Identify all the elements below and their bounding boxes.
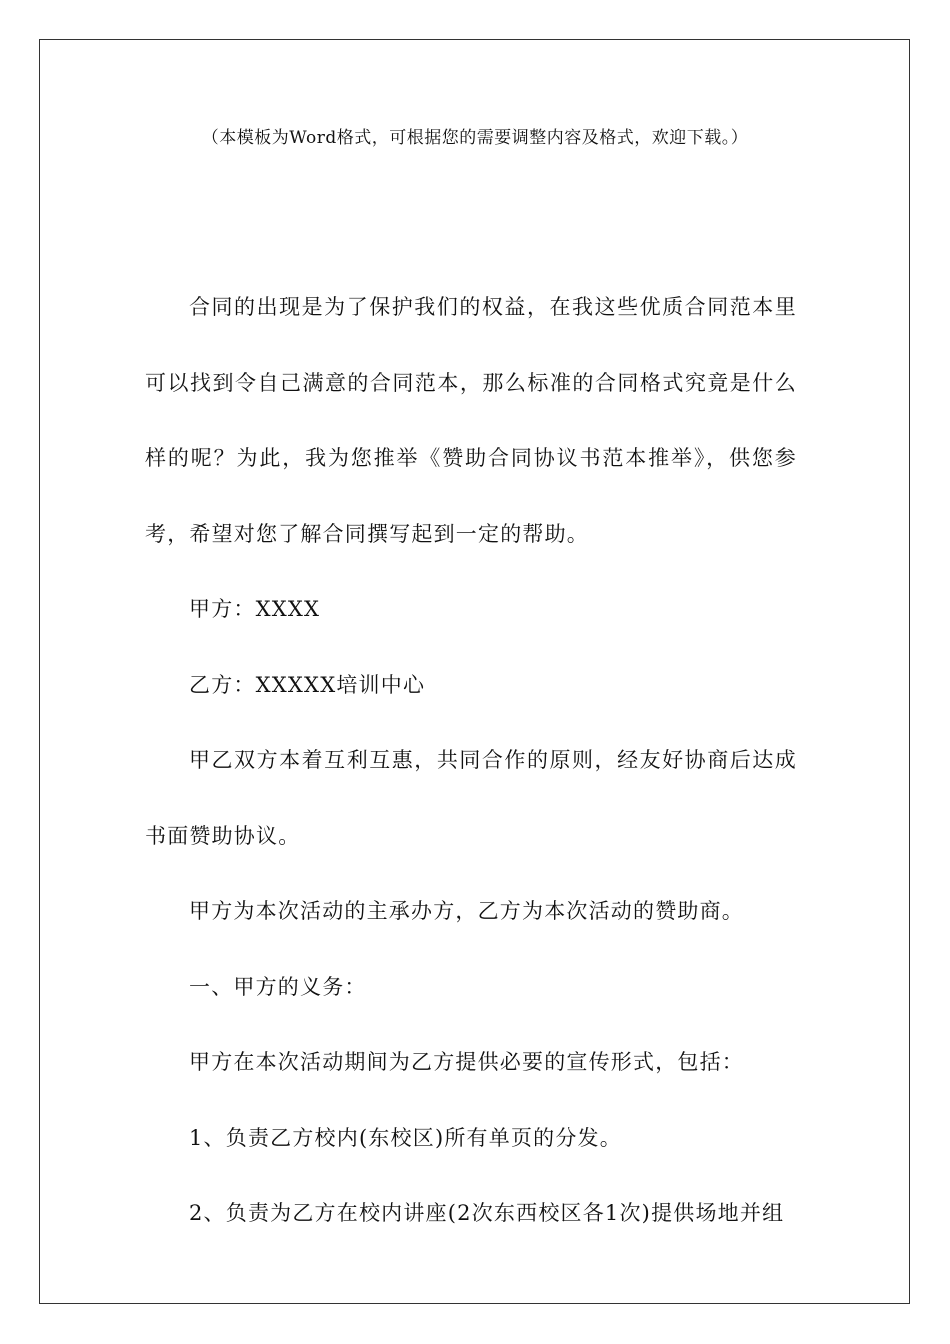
roles-paragraph: 甲方为本次活动的主承办方，乙方为本次活动的赞助商。	[189, 899, 744, 923]
template-note: （本模板为Word格式，可根据您的需要调整内容及格式，欢迎下载。）	[201, 128, 749, 148]
promotion-paragraph: 甲方在本次活动期间为乙方提供必要的宣传形式，包括：	[189, 1050, 744, 1074]
agreement-paragraph: 甲乙双方本着互利互惠，共同合作的原则，经友好协商后达成书面赞助协议。	[145, 748, 797, 848]
list-item-2: 2、负责为乙方在校内讲座(2次东西校区各1次)提供场地并组	[189, 1201, 785, 1225]
document-body	[145, 270, 797, 1252]
party-a-line: 甲方：XXXX	[189, 597, 321, 621]
party-b-line: 乙方：XXXXX培训中心	[189, 672, 426, 697]
section-heading-party-a-obligations: 一、甲方的义务：	[189, 974, 367, 999]
intro-paragraph: 合同的出现是为了保护我们的权益，在我这些优质合同范本里可以找到令自己满意的合同范本，那么标准的合同格式究竟是什么样的呢？为此，我为您推举《赞助合同协议书范本推举》，供您参考，希望对您了解合同撰写起到一定的帮助。	[145, 295, 797, 546]
list-item-1: 1、负责乙方校内(东校区)所有单页的分发。	[189, 1125, 622, 1150]
